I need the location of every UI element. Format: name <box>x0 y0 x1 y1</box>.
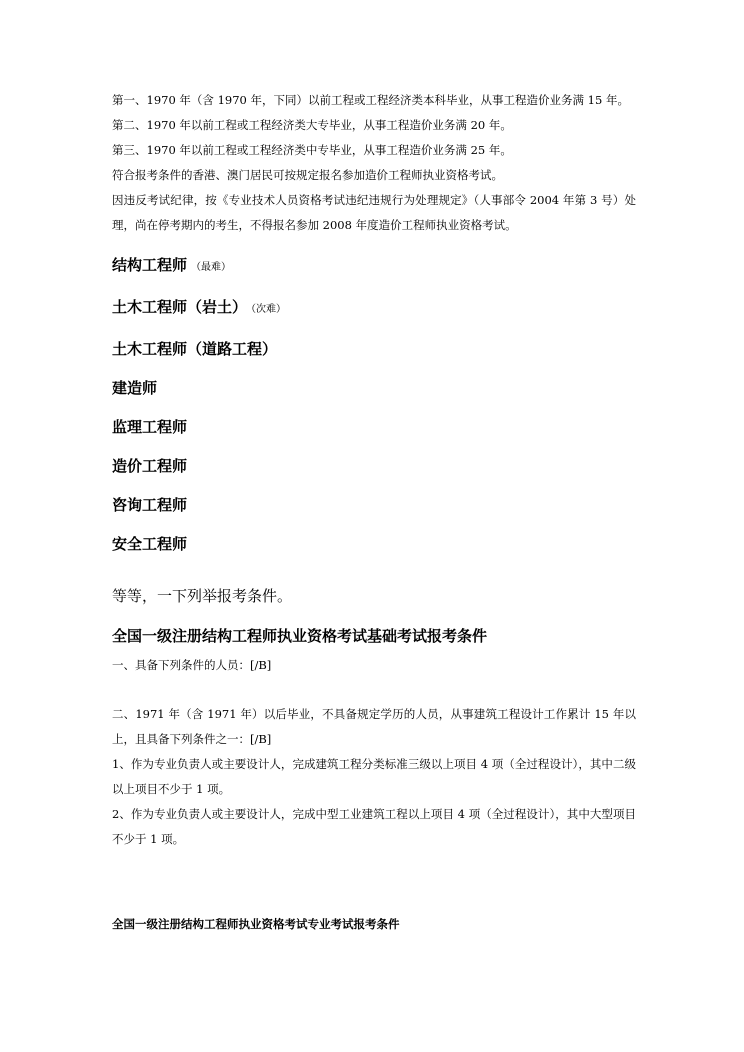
engineer-heading-structural: 结构工程师 （最难） <box>112 256 232 274</box>
condition-hk-macao: 符合报考条件的香港、澳门居民可按规定报名参加造价工程师执业资格考试。 <box>112 168 503 182</box>
professional-exam-title: 全国一级注册结构工程师执业资格考试专业考试报考条件 <box>112 917 400 931</box>
basic-exam-title: 全国一级注册结构工程师执业资格考试基础考试报考条件 <box>112 627 488 645</box>
condition-1: 第一、1970 年（含 1970 年，下同）以前工程或工程经济类本科毕业，从事工程造价业务满 15 年。 <box>112 93 629 107</box>
basic-exam-item-1: 一、具备下列条件的人员：[/B] <box>112 658 272 672</box>
condition-2: 第二、1970 年以前工程或工程经济类大专毕业，从事工程造价业务满 20 年。 <box>112 118 512 132</box>
document-page <box>112 88 636 934</box>
etc-line: 等等，一下列举报考条件。 <box>112 587 293 605</box>
basic-exam-item-2: 二、1971 年（含 1971 年）以后毕业，不具备规定学历的人员，从事建筑工程设计工作累计 15 年以上，且具备下列条件之一：[/B] <box>112 707 636 746</box>
basic-exam-sub-1: 1、作为专业负责人或主要设计人，完成建筑工程分类标准三级以上项目 4 项（全过程设计），其中二级以上项目不少于 1 项。 <box>112 757 636 796</box>
engineer-heading-consulting: 咨询工程师 <box>112 496 188 514</box>
engineer-heading-geotechnical: 土木工程师（岩土） （次难） <box>112 298 287 316</box>
engineer-heading-safety: 安全工程师 <box>112 535 188 553</box>
engineer-heading-cost: 造价工程师 <box>112 457 188 475</box>
condition-discipline: 因违反考试纪律，按《专业技术人员资格考试违纪违规行为处理规定》（人事部令 2004 年第 3 号）处理，尚在停考期内的考生，不得报名参加 2008 年度造价工程师执业资格考试。 <box>112 193 636 232</box>
condition-3: 第三、1970 年以前工程或工程经济类中专毕业，从事工程造价业务满 25 年。 <box>112 143 512 157</box>
engineer-heading-road: 土木工程师（道路工程） <box>112 340 278 358</box>
engineer-heading-constructor: 建造师 <box>112 379 158 397</box>
engineer-heading-supervision: 监理工程师 <box>112 418 188 436</box>
basic-exam-sub-2: 2、作为专业负责人或主要设计人，完成中型工业建筑工程以上项目 4 项（全过程设计），其中大型项目不少于 1 项。 <box>112 807 636 846</box>
